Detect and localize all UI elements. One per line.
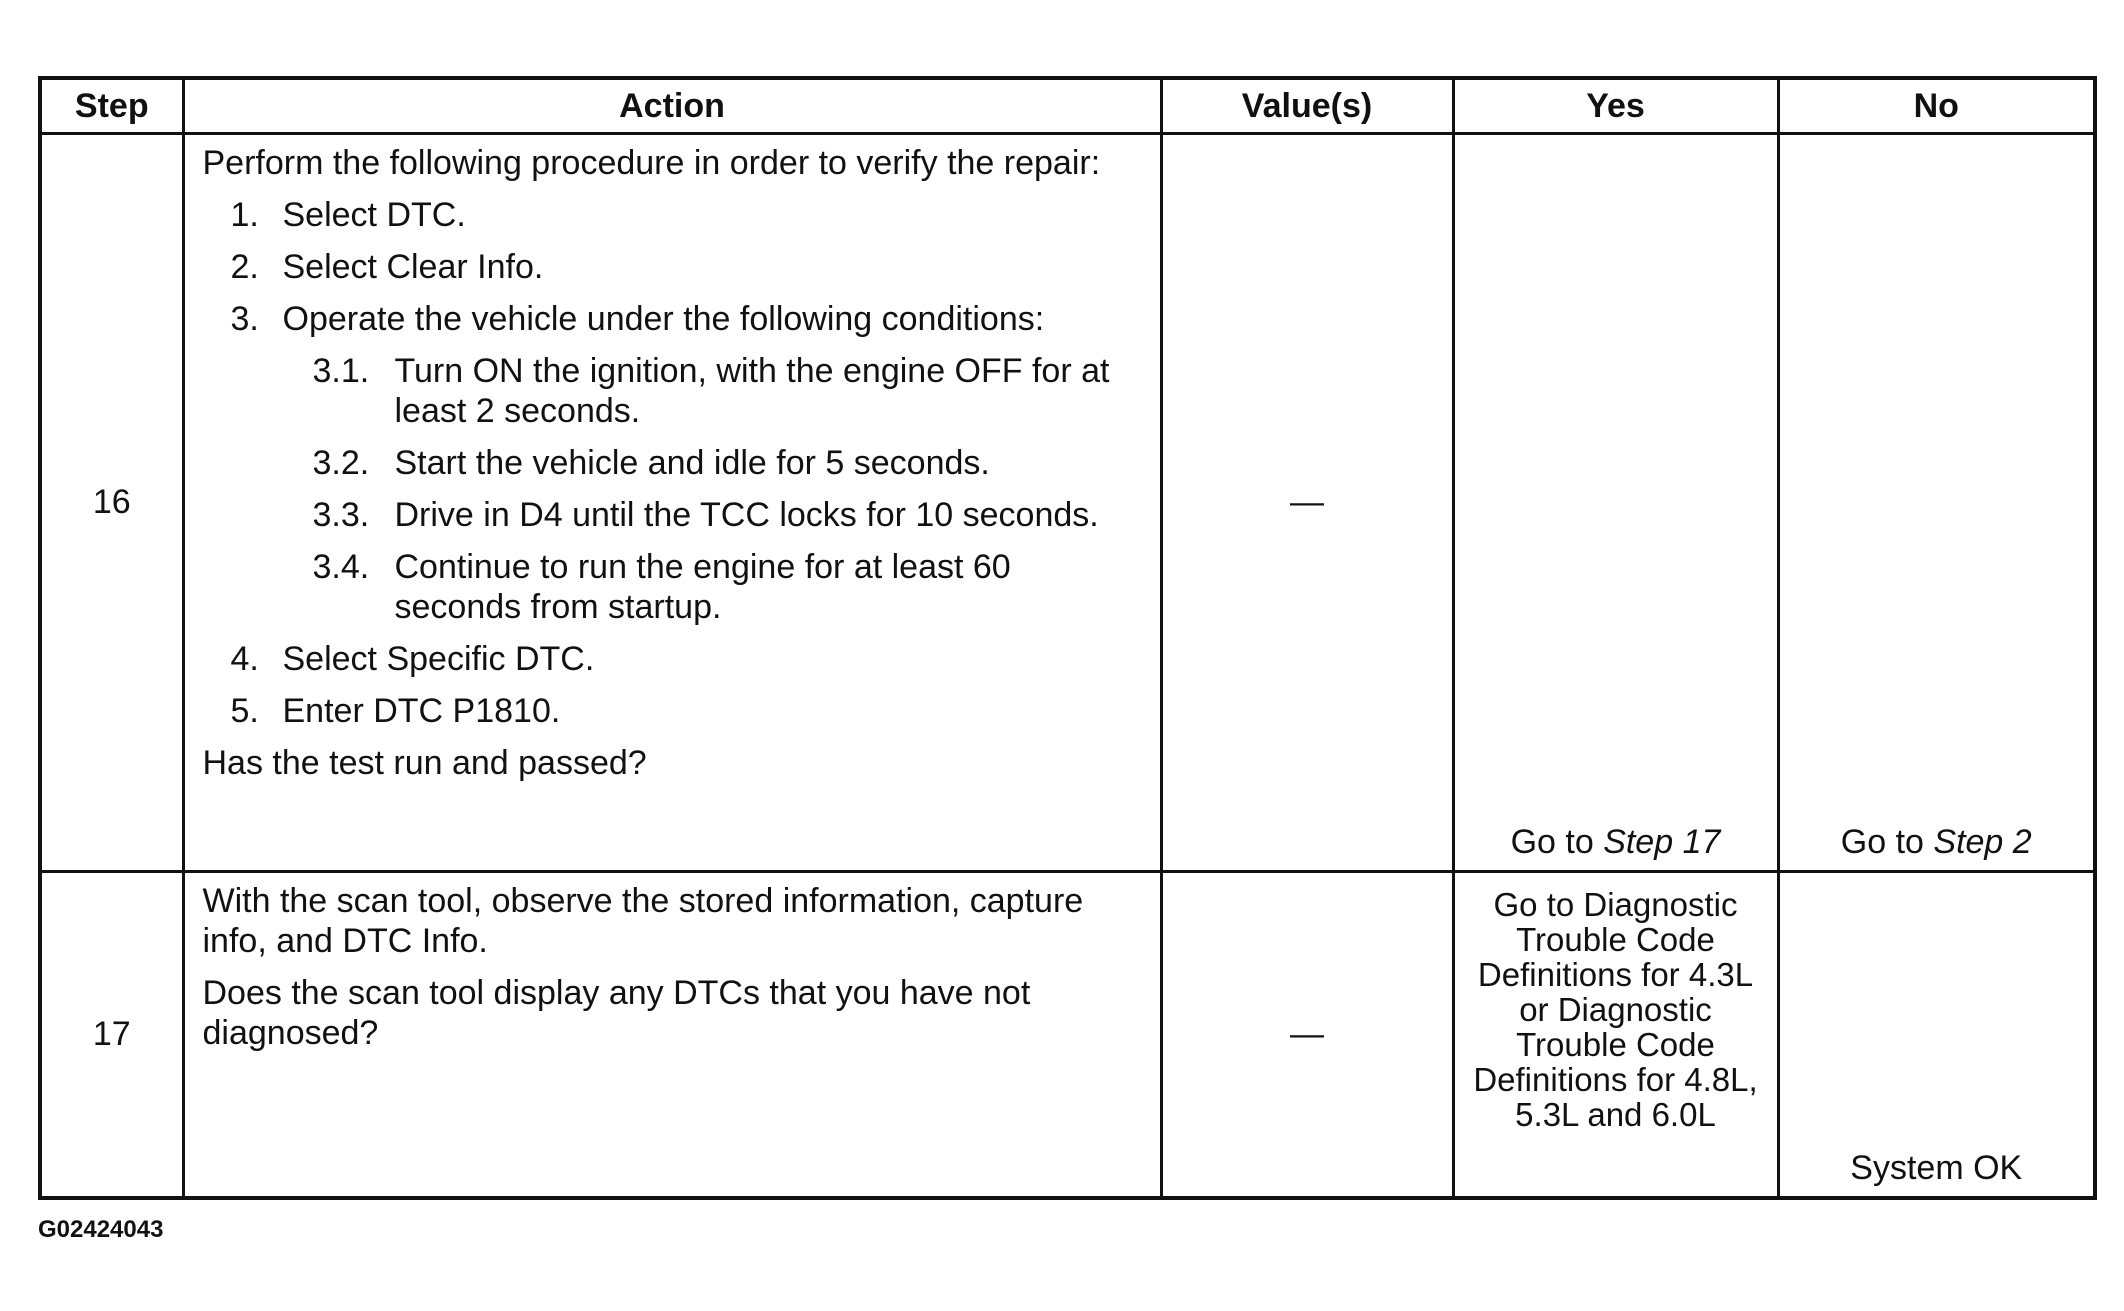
header-values: Value(s) [1161, 78, 1453, 134]
diagnostic-table [38, 76, 2097, 1200]
yes-line: Trouble Code [1516, 921, 1715, 958]
sublist-item-number: 3.1. [312, 352, 370, 390]
header-row [40, 78, 2095, 134]
sublist-item [203, 351, 1146, 431]
table-row [40, 872, 2095, 1198]
yes-line: Definitions for 4.8L, [1473, 1061, 1758, 1098]
list-item-text: Select Clear Info. [282, 248, 544, 286]
yes-step-link: Step 17 [1603, 823, 1721, 861]
yes-outcome [1455, 873, 1777, 1132]
sublist-item-text: Drive in D4 until the TCC locks for 10 seconds. [394, 496, 1099, 534]
yes-cell [1453, 134, 1778, 872]
list-item [203, 691, 1146, 731]
list-item-text: Select Specific DTC. [282, 640, 595, 678]
sublist-item-number: 3.2. [312, 444, 370, 482]
yes-outcome [1455, 822, 1777, 862]
list-item-text: Operate the vehicle under the following conditions: [282, 300, 1045, 338]
no-outcome [1780, 822, 2094, 862]
sublist-item [203, 443, 1146, 483]
sublist-item [203, 547, 1146, 627]
yes-line: Trouble Code [1516, 1026, 1715, 1063]
list-item [203, 195, 1146, 235]
no-cell [1778, 134, 2095, 872]
header-action: Action [183, 78, 1161, 134]
list-item-text: Enter DTC P1810. [282, 692, 561, 730]
sublist-item [203, 495, 1146, 535]
action-question: Has the test run and passed? [202, 744, 647, 782]
no-cell [1778, 872, 2095, 1198]
sublist-item-number: 3.3. [312, 496, 370, 534]
sublist-item-text: Start the vehicle and idle for 5 seconds. [394, 444, 990, 482]
no-step-link: Step 2 [1933, 823, 2032, 861]
list-item-number: 3. [230, 300, 259, 338]
yes-line: or Diagnostic [1519, 991, 1712, 1028]
sublist-item-text: Turn ON the ignition, with the engine OFF for at least 2 seconds. [394, 352, 1110, 430]
procedure-list-continued [203, 639, 1146, 731]
list-item-number: 2. [230, 248, 259, 286]
no-outcome: System OK [1850, 1148, 2023, 1187]
header-yes: Yes [1453, 78, 1778, 134]
list-item [203, 299, 1146, 339]
step-number: 17 [40, 872, 183, 1198]
action-cell [183, 872, 1161, 1198]
value-cell: — [1161, 134, 1453, 872]
table-row [40, 134, 2095, 872]
list-item-number: 5. [230, 692, 259, 730]
list-item-number: 1. [230, 196, 259, 234]
list-item [203, 247, 1146, 287]
header-no: No [1778, 78, 2095, 134]
sublist-item-number: 3.4. [312, 548, 370, 586]
no-prefix: Go to [1840, 823, 1934, 861]
yes-cell [1453, 872, 1778, 1198]
action-intro: Perform the following procedure in order to verify the repair: [202, 144, 1101, 182]
yes-line: Go to Diagnostic [1493, 886, 1738, 923]
figure-id: G02424043 [38, 1216, 164, 1243]
sublist-item-text: Continue to run the engine for at least 60 seconds from startup. [394, 548, 1011, 626]
yes-prefix: Go to [1510, 823, 1604, 861]
procedure-list [203, 195, 1146, 339]
list-item-number: 4. [230, 640, 259, 678]
header-step: Step [40, 78, 183, 134]
action-text: With the scan tool, observe the stored information, capture info, and DTC Info. [202, 882, 1084, 960]
condition-sublist [203, 351, 1146, 627]
list-item [203, 639, 1146, 679]
yes-line: Definitions for 4.3L [1477, 956, 1754, 993]
step-number: 16 [40, 134, 183, 872]
value-cell: — [1161, 872, 1453, 1198]
list-item-text: Select DTC. [282, 196, 466, 234]
action-cell [183, 134, 1161, 872]
action-question: Does the scan tool display any DTCs that you have not diagnosed? [202, 974, 1031, 1052]
yes-line: 5.3L and 6.0L [1515, 1096, 1716, 1133]
